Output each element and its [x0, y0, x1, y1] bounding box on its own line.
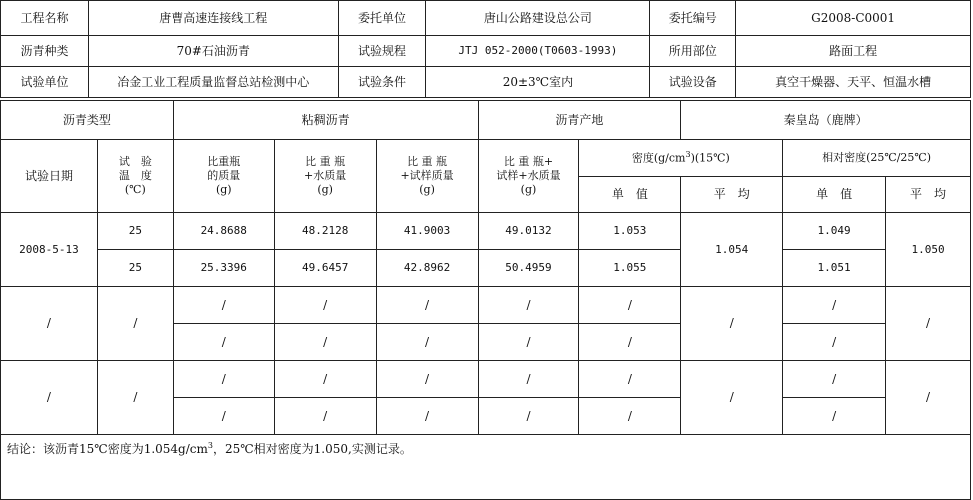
department: 路面工程 [736, 36, 971, 67]
blank-cell: / [376, 324, 478, 361]
blank-cell: / [681, 361, 783, 435]
client: 唐山公路建设总公司 [426, 1, 650, 36]
blank-cell: / [478, 361, 579, 398]
test-condition-label: 试验条件 [338, 67, 426, 98]
blank-cell: / [579, 324, 681, 361]
blank-cell: / [478, 287, 579, 324]
test-unit: 冶金工业工程质量监督总站检测中心 [88, 67, 338, 98]
header-table [0, 0, 971, 98]
equipment-label: 试验设备 [650, 67, 736, 98]
blank-cell: / [1, 287, 98, 361]
blank-cell: / [173, 361, 274, 398]
asphalt-origin: 秦皇岛（鹿牌） [681, 101, 971, 140]
blank-cell: / [783, 287, 886, 324]
col-density-single-header: 单 值 [579, 177, 681, 213]
blank-cell: / [97, 287, 173, 361]
table-row [1, 287, 971, 324]
col-density-average-header: 平 均 [681, 177, 783, 213]
blank-cell: / [274, 324, 376, 361]
blank-cell: / [173, 287, 274, 324]
test-record-table [0, 100, 971, 500]
header-row-2 [1, 36, 971, 67]
project-name: 唐曹高速连接线工程 [88, 1, 338, 36]
rel-single-cell: 1.051 [783, 250, 886, 287]
m2-cell: 49.6457 [274, 250, 376, 287]
m1-cell: 25.3396 [173, 250, 274, 287]
order-no: G2008-C0001 [736, 1, 971, 36]
m3-cell: 41.9003 [376, 213, 478, 250]
test-date: 2008-5-13 [1, 213, 98, 287]
table-row [1, 250, 971, 287]
m3-cell: 42.8962 [376, 250, 478, 287]
blank-cell: / [681, 287, 783, 361]
m2-cell: 48.2128 [274, 213, 376, 250]
col-relative-density-group-header: 相对密度(25℃/25℃) [783, 140, 971, 177]
equipment: 真空干燥器、天平、恒温水槽 [736, 67, 971, 98]
asphalt-type-label: 沥青类型 [1, 101, 174, 140]
blank-cell: / [579, 361, 681, 398]
col-m1-header: 比重瓶 的质量 (g) [173, 140, 274, 213]
asphalt-kind: 70#石油沥青 [88, 36, 338, 67]
density-single-cell: 1.053 [579, 213, 681, 250]
blank-cell: / [579, 398, 681, 435]
asphalt-origin-label: 沥青产地 [478, 101, 681, 140]
order-no-label: 委托编号 [650, 1, 736, 36]
test-standard-label: 试验规程 [338, 36, 426, 67]
conclusion: 结论：该沥青15℃密度为$1.054g/cm^3$，25℃相对密度为1.050,实测记录。 [1, 435, 971, 500]
client-label: 委托单位 [338, 1, 426, 36]
col-m4-header: 比 重 瓶+ 试样+水质量 (g) [478, 140, 579, 213]
blank-cell: / [783, 361, 886, 398]
blank-cell: / [783, 324, 886, 361]
blank-cell: / [478, 398, 579, 435]
col-m3-header: 比 重 瓶 +试样质量 (g) [376, 140, 478, 213]
column-header-row-1 [1, 140, 971, 177]
col-date-header: 试验日期 [1, 140, 98, 213]
blank-cell: / [376, 361, 478, 398]
m4-cell: 49.0132 [478, 213, 579, 250]
rel-single-cell: 1.049 [783, 213, 886, 250]
conclusion-row [1, 435, 971, 500]
col-m2-header: 比 重 瓶 +水质量 (g) [274, 140, 376, 213]
blank-cell: / [783, 398, 886, 435]
temp-cell: 25 [97, 250, 173, 287]
test-condition: 20±3℃室内 [426, 67, 650, 98]
blank-cell: / [173, 398, 274, 435]
test-unit-label: 试验单位 [1, 67, 89, 98]
blank-cell: / [97, 361, 173, 435]
col-rel-average-header: 平 均 [886, 177, 971, 213]
col-rel-single-header: 单 值 [783, 177, 886, 213]
blank-cell: / [478, 324, 579, 361]
blank-cell: / [579, 287, 681, 324]
table-row [1, 361, 971, 398]
header-row-1 [1, 1, 971, 36]
m1-cell: 24.8688 [173, 213, 274, 250]
table-row [1, 213, 971, 250]
department-label: 所用部位 [650, 36, 736, 67]
blank-cell: / [274, 287, 376, 324]
rel-average-cell: 1.050 [886, 213, 971, 287]
col-density-group-header: 密度$(g/cm^3)(15℃)$ [579, 140, 783, 177]
blank-cell: / [274, 398, 376, 435]
blank-cell: / [1, 361, 98, 435]
m4-cell: 50.4959 [478, 250, 579, 287]
col-temp-header: 试 验 温 度 (℃) [97, 140, 173, 213]
test-standard: JTJ 052-2000(T0603-1993) [426, 36, 650, 67]
blank-cell: / [274, 361, 376, 398]
density-average-cell: 1.054 [681, 213, 783, 287]
blank-cell: / [886, 287, 971, 361]
header-row-3 [1, 67, 971, 98]
info-row [1, 101, 971, 140]
asphalt-kind-label: 沥青种类 [1, 36, 89, 67]
blank-cell: / [173, 324, 274, 361]
blank-cell: / [376, 398, 478, 435]
project-name-label: 工程名称 [1, 1, 89, 36]
asphalt-type: 粘稠沥青 [173, 101, 478, 140]
temp-cell: 25 [97, 213, 173, 250]
blank-cell: / [886, 361, 971, 435]
blank-cell: / [376, 287, 478, 324]
density-single-cell: 1.055 [579, 250, 681, 287]
